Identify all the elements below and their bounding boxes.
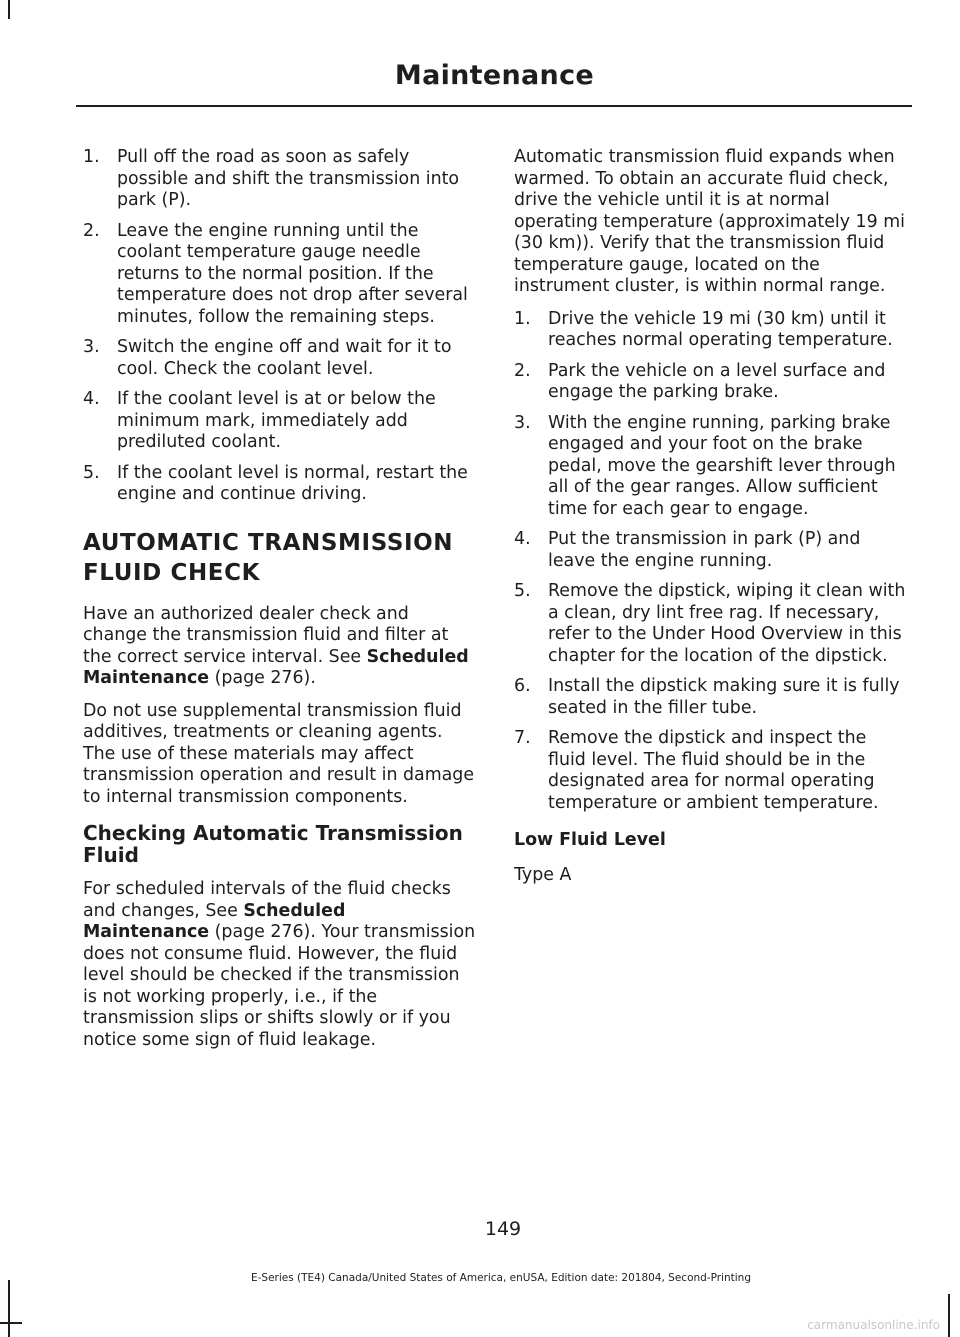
paragraph-additives: Do not use supplemental transmission fluid additives, treatments or cleaning agents. The use of these materials may affect transmission operation and result in damage to internal transmission components. bbox=[83, 700, 475, 807]
scheduled-maintenance-link[interactable]: Scheduled Maintenance bbox=[83, 646, 469, 688]
type-label: Type A bbox=[514, 864, 572, 885]
header-rule bbox=[76, 105, 912, 107]
paragraph-service: Have an authorized dealer check and change the transmission fluid and filter at the correct service interval. See Scheduled Maintenance (page 276). bbox=[83, 603, 469, 688]
crop-mark-top-left bbox=[8, 0, 10, 19]
crop-mark-bottom-right bbox=[948, 1294, 950, 1337]
crop-mark-bottom-left-horizontal bbox=[0, 1322, 22, 1324]
left-column bbox=[83, 147, 477, 1062]
list-item: 5. Remove the dipstick, wiping it clean with a clean, dry lint free rag. If necessary, refer to the Under Hood Overview in this chapter for the location of the dipstick. bbox=[514, 581, 906, 666]
paragraph-intervals: For scheduled intervals of the fluid checks and changes, See Scheduled Maintenance (page 276). Your transmission does not consume fluid. However, the fluid level should be checked if the transmission is not working properly, i.e., if the transmission slips or shifts slowly or if you notice some sign of fluid leakage. bbox=[83, 879, 476, 1050]
list-item: 2. Leave the engine running until the coolant temperature gauge needle returns to the normal position. If the temperature does not drop after several minutes, follow the remaining steps. bbox=[83, 220, 468, 327]
list-item: 7. Remove the dipstick and inspect the fluid level. The fluid should be in the designated area for normal operating temperature or ambient temperature. bbox=[514, 728, 879, 813]
list-item: 3. Switch the engine off and wait for it to cool. Check the coolant level. bbox=[83, 337, 452, 379]
list-item: 4. If the coolant level is at or below the minimum mark, immediately add prediluted coolant. bbox=[83, 389, 436, 452]
edition-footer: E-Series (TE4) Canada/United States of America, enUSA, Edition date: 201804, Second-Printing bbox=[250, 1272, 751, 1284]
coolant-steps-list bbox=[83, 147, 477, 506]
section-heading: AUTOMATIC TRANSMISSION FLUID CHECK bbox=[83, 529, 454, 586]
page-title: Maintenance bbox=[394, 60, 594, 91]
paragraph-intro: Automatic transmission fluid expands when warmed. To obtain an accurate fluid check, drive the vehicle until it is at normal operating temperature (approximately 19 mi (30 km)). Verify that the transmission fluid temperature gauge, located on the instrument cluster, is within normal range. bbox=[514, 147, 905, 296]
list-item: 4. Put the transmission in park (P) and leave the engine running. bbox=[514, 529, 861, 571]
fluid-check-steps-list bbox=[514, 309, 908, 815]
list-item: 1. Drive the vehicle 19 mi (30 km) until it reaches normal operating temperature. bbox=[514, 308, 893, 350]
scheduled-maintenance-link[interactable]: Scheduled Maintenance bbox=[83, 900, 346, 942]
list-item: 2. Park the vehicle on a level surface and engage the parking brake. bbox=[514, 360, 886, 402]
watermark: carmanualsonline.info bbox=[807, 1318, 940, 1332]
list-item: 5. If the coolant level is normal, restart the engine and continue driving. bbox=[83, 462, 468, 504]
crop-mark-bottom-left bbox=[8, 1280, 10, 1337]
list-item: 3. With the engine running, parking brake engaged and your foot on the brake pedal, move the gearshift lever through all of the gear ranges. Allow sufficient time for each gear to engage. bbox=[514, 412, 896, 519]
sub-heading: Checking Automatic Transmission Fluid bbox=[83, 821, 463, 867]
low-fluid-heading: Low Fluid Level bbox=[514, 830, 666, 850]
page-number: 149 bbox=[484, 1218, 522, 1240]
list-item: 6. Install the dipstick making sure it is fully seated in the filler tube. bbox=[514, 676, 900, 718]
right-column bbox=[514, 147, 908, 897]
list-item: 1. Pull off the road as soon as safely possible and shift the transmission into park (P). bbox=[83, 147, 460, 210]
